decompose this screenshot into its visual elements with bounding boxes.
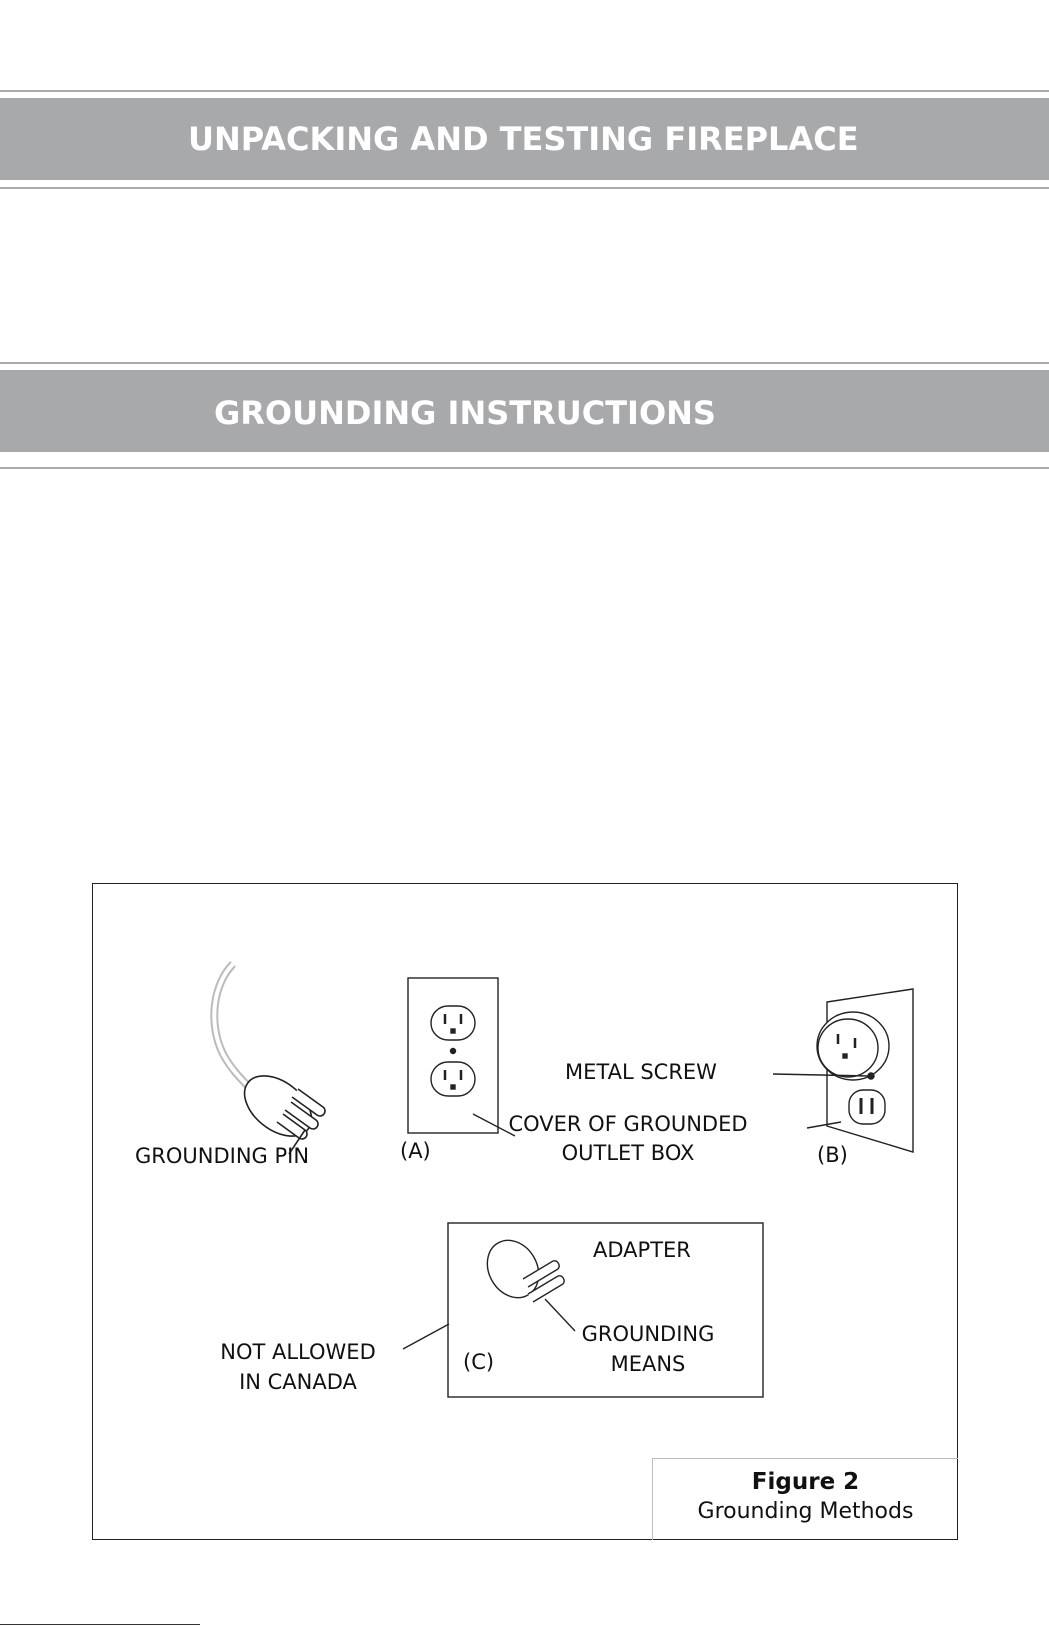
footer-rule	[0, 1624, 200, 1625]
figure-illustration	[93, 884, 959, 1541]
header-bottom-rule	[0, 467, 1049, 469]
figure-caption-title: Figure 2	[751, 1469, 860, 1495]
grounded-plug-drawing	[214, 964, 325, 1154]
label-a: (A)	[400, 1139, 431, 1163]
section-title: UNPACKING AND TESTING FIREPLACE	[188, 120, 859, 158]
cover-label-line2: OUTLET BOX	[561, 1141, 695, 1165]
wall-outlet-drawing	[773, 989, 913, 1152]
grounding-means-line1: GROUNDING	[581, 1322, 715, 1346]
grounding-methods-figure	[92, 883, 958, 1540]
section-title: GROUNDING INSTRUCTIONS	[214, 394, 716, 432]
metal-screw-label: METAL SCREW	[565, 1060, 717, 1084]
label-b: (B)	[817, 1143, 848, 1167]
adapter-label: ADAPTER	[593, 1238, 691, 1262]
header-bottom-rule	[0, 187, 1049, 189]
cover-label-line1: COVER OF GROUNDED	[508, 1112, 748, 1136]
grounding-pin-label: GROUNDING PIN	[135, 1144, 310, 1168]
label-c: (C)	[463, 1350, 495, 1374]
section-header-unpacking	[0, 90, 1049, 190]
section-header-grounding	[0, 362, 1049, 472]
header-top-rule	[0, 90, 1049, 92]
grounding-means-line2: MEANS	[610, 1352, 686, 1376]
header-top-rule	[0, 362, 1049, 364]
figure-caption	[652, 1458, 958, 1540]
not-allowed-line1: NOT ALLOWED	[220, 1340, 376, 1364]
figure-caption-subtitle: Grounding Methods	[697, 1499, 914, 1524]
not-allowed-line2: IN CANADA	[239, 1370, 357, 1394]
